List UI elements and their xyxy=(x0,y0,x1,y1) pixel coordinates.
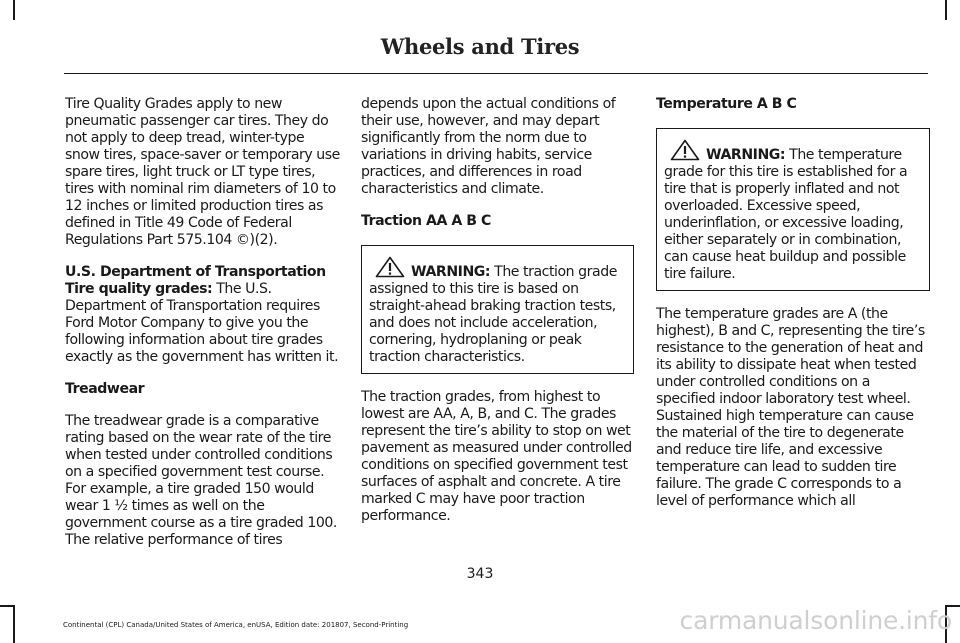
page-title: Wheels and Tires xyxy=(380,34,580,59)
paragraph-traction-grades: The traction grades, from highest to lowest are AA, A, B, and C. The grades represent the tire’s ability to stop on wet pavement as measured under controlled conditions on specified government test surfaces of asphalt and concrete. A tire marked C may have poor traction performance. xyxy=(361,389,632,524)
warning-box-temperature xyxy=(656,128,930,291)
warning-box-traction xyxy=(361,245,634,374)
paragraph-temperature-grades: The temperature grades are A (the highest), B and C, representing the tire’s resistance to the generation of heat and its ability to dissipate heat when tested under controlled conditions on a specified indoor laboratory test wheel. Sustained high temperature can cause the material of the tire to degenerate and reduce tire life, and excessive temperature can lead to sudden tire failure. The grade C corresponds to a level of performance which all xyxy=(656,306,925,509)
page-number: 343 xyxy=(466,566,494,582)
header-rule xyxy=(64,73,928,74)
paragraph-conditions: depends upon the actual conditions of their use, however, and may depart significantly from the norm due to variations in driving habits, service practices, and differences in road characteristics and climate. xyxy=(361,96,616,197)
heading-traction: Traction AA A B C xyxy=(361,213,491,229)
warning-triangle-icon xyxy=(670,139,700,161)
paragraph-quality-grades: Tire Quality Grades apply to new pneumatic passenger car tires. They do not apply to deep tread, winter-type snow tires, space-saver or temporary use spare tires, light truck or LT type tires, tires with nominal rim diameters of 10 to 12 inches or limited production tires as defined in Title 49 Code of Federal Regulations Part 575.104 ©)(2). xyxy=(65,96,340,248)
column-right xyxy=(656,96,930,525)
paragraph-treadwear: The treadwear grade is a comparative rating based on the wear rate of the tire when tested under controlled conditions on a specified government test course. For example, a tire graded 150 would wear 1 ½ times as well on the government course as a tire graded 100. The relative performance of tires xyxy=(65,413,337,548)
warning-label: WARNING: xyxy=(411,264,491,280)
warning-triangle-icon xyxy=(375,256,405,278)
warning-label: WARNING: xyxy=(706,147,786,163)
crop-mark-top-left xyxy=(13,0,15,20)
warning-text: The temperature grade for this tire is established for a tire that is properly inflated and not overloaded. Excessive speed, underinflation, or excessive loading, either separately or in combination, can cause heat buildup and possible tire failure. xyxy=(664,147,908,282)
watermark: carmanualsonline.info xyxy=(679,606,952,635)
heading-temperature: Temperature A B C xyxy=(656,96,797,112)
crop-mark-bottom-left-v xyxy=(13,605,15,643)
edition-footer: Continental (CPL) Canada/United States of America, enUSA, Edition date: 201807, Second-Printing xyxy=(63,621,409,629)
crop-mark-top-right xyxy=(945,0,947,20)
warning-text: The traction grade assigned to this tire is based on straight-ahead braking traction tests, and does not include acceleration, cornering, hydroplaning or peak traction characteristics. xyxy=(369,264,617,365)
paragraph-dot-grades xyxy=(65,264,341,366)
column-left xyxy=(65,96,341,564)
dot-grades-lead: U.S. Department of Transportation Tire quality grades: xyxy=(65,264,326,297)
dot-grades-body: The U.S. Department of Transportation requires Ford Motor Company to give you the following information about tire grades exactly as the government has written it. xyxy=(65,281,339,365)
crop-mark-bottom-left-h xyxy=(0,605,14,607)
column-middle xyxy=(361,96,634,540)
heading-treadwear: Treadwear xyxy=(65,381,145,397)
